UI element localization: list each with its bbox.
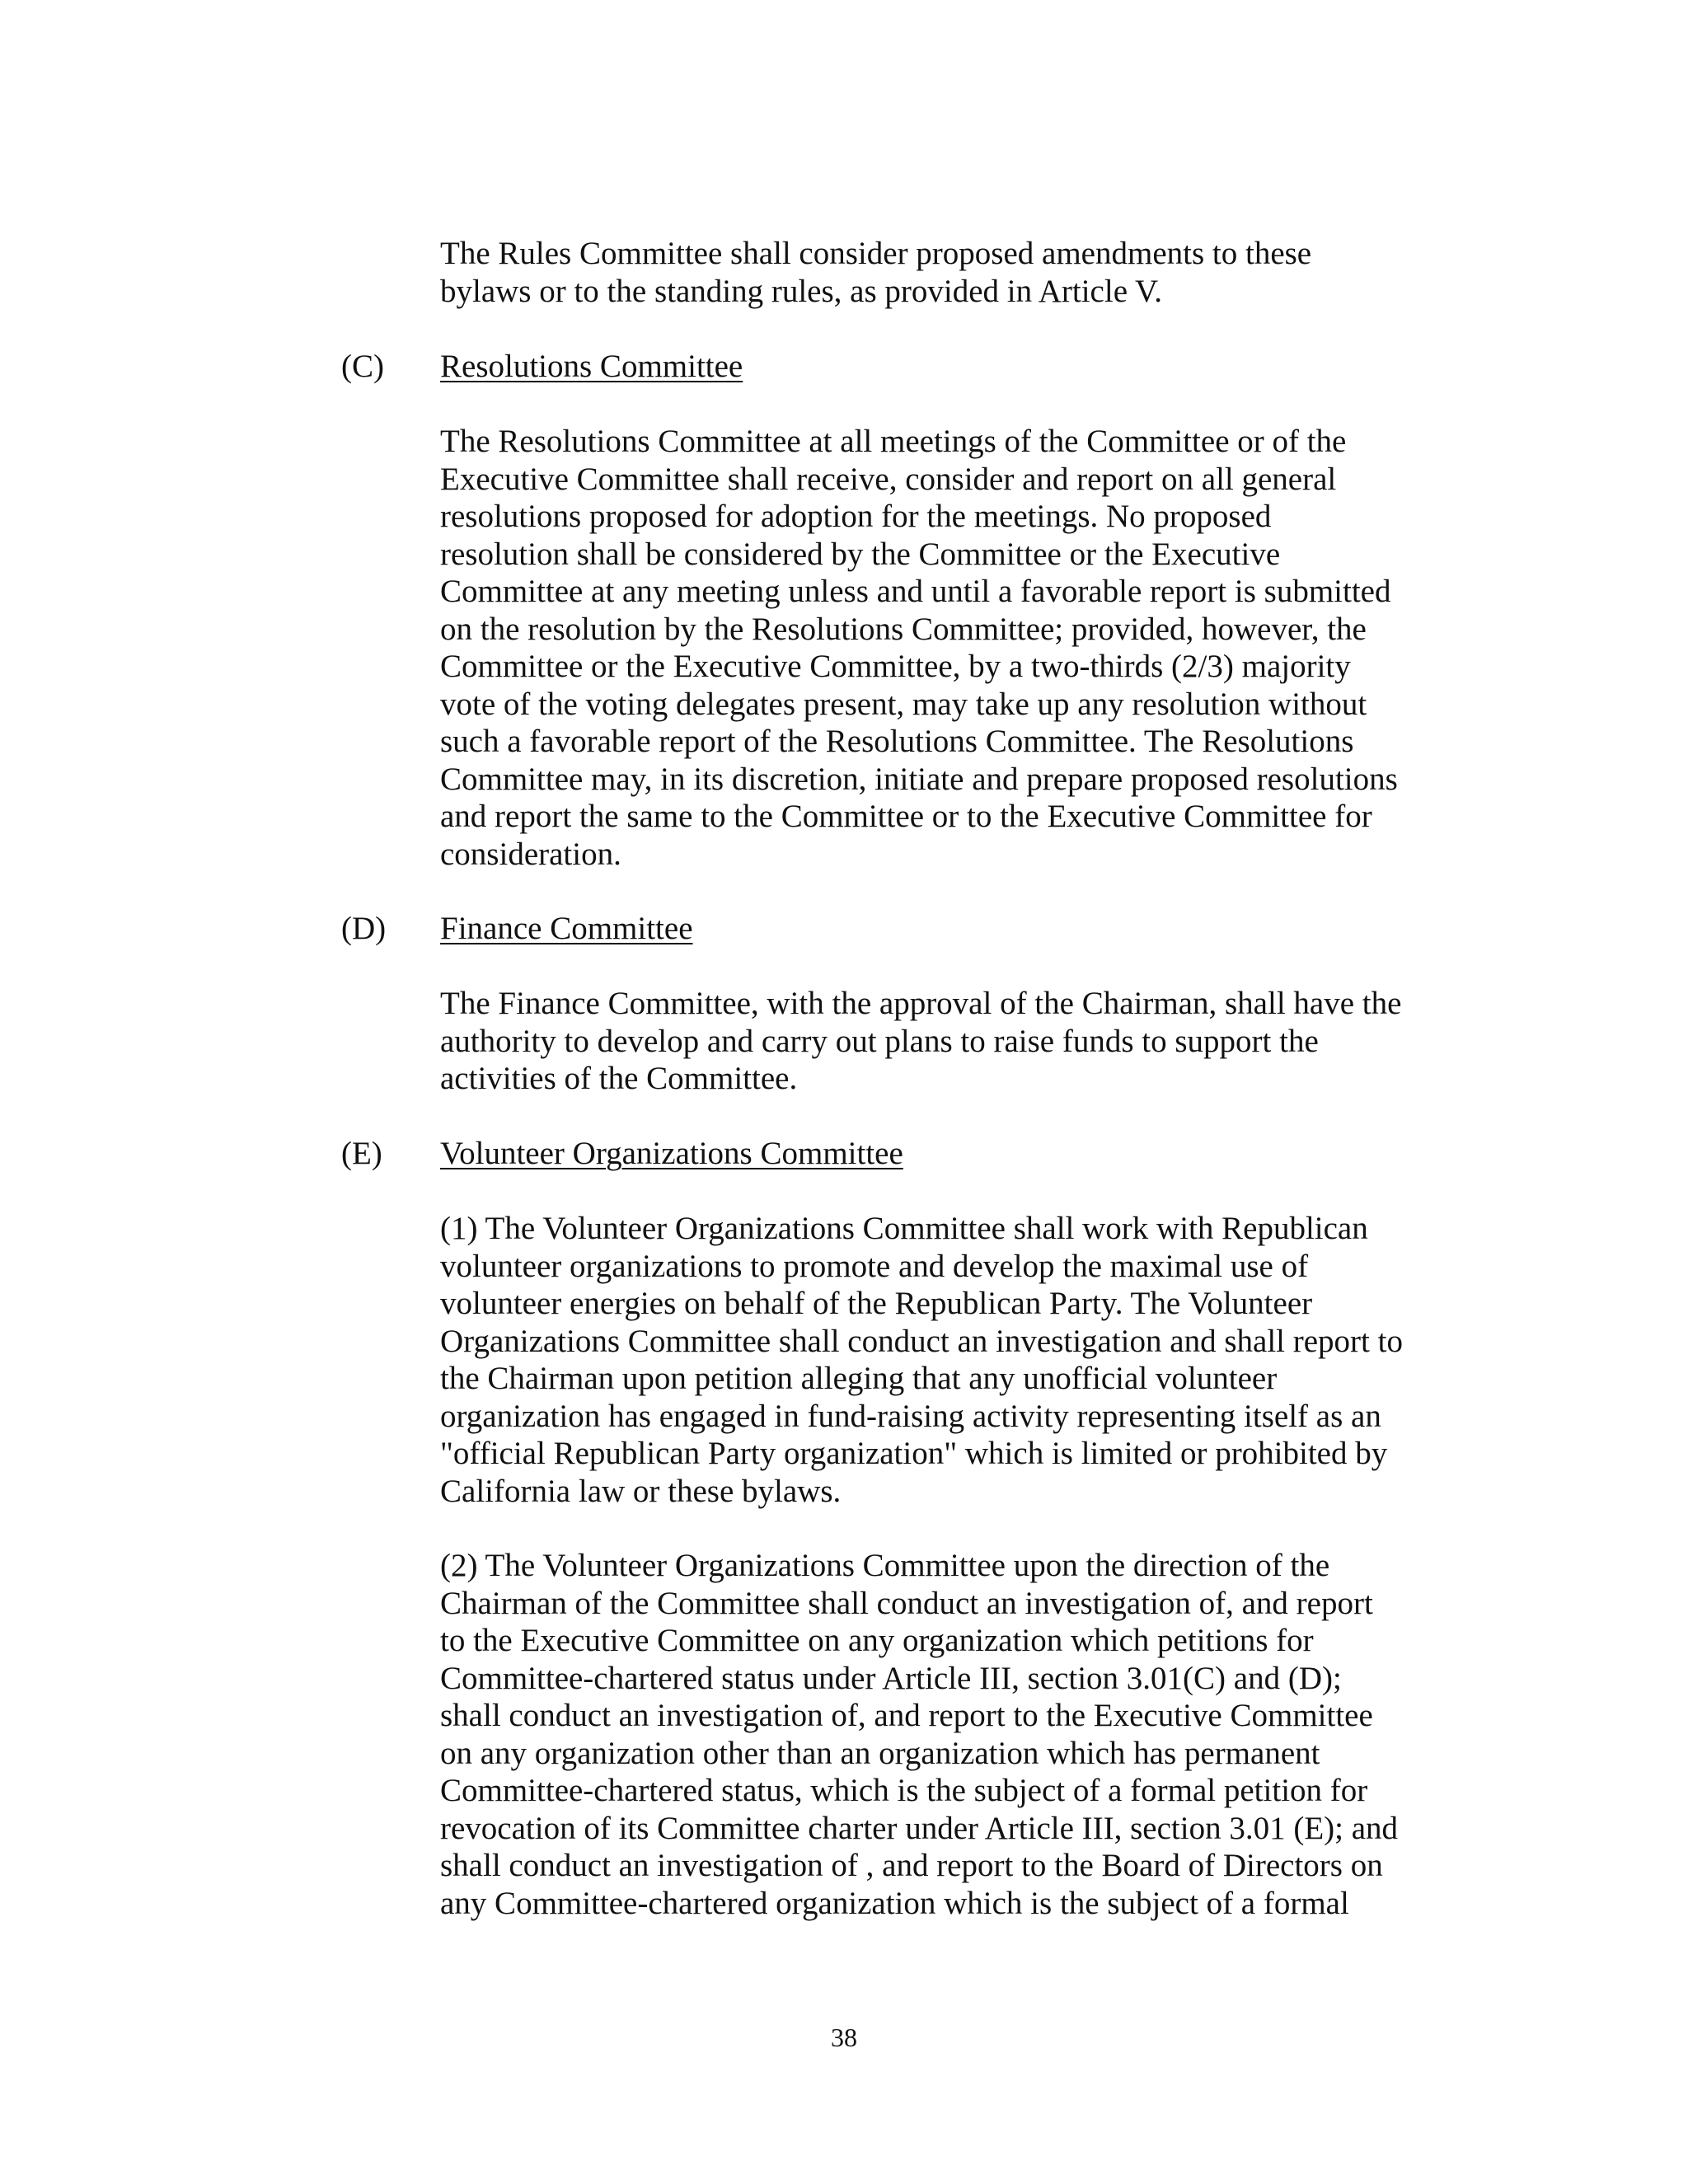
section-c-letter: (C): [341, 349, 384, 384]
section-c-body: [440, 423, 1429, 873]
section-e-heading-block: [440, 1135, 1429, 1173]
section-e-body-2: [440, 1547, 1429, 1922]
section-d-paragraph-1: The Finance Committee, with the approval of the Chairman, shall have the authority to develop and carry out plans to raise funds to support the activities of the Committee.: [440, 986, 1402, 1096]
section-c-heading-block: [440, 348, 1429, 386]
intro-paragraph: The Rules Committee shall consider proposed amendments to these bylaws or to the standing rules, as provided in Article V.: [440, 236, 1312, 309]
section-e-paragraph-2: (2) The Volunteer Organizations Committee upon the direction of the Chairman of the Committee shall conduct an investigation of, and report to the Executive Committee on any organization which petitions for Committee-chartered status under Article III, section 3.01(C) and (D); shall conduct an investigation of, and report to the Executive Committee on any organization other than an organization which has permanent Committee-chartered status, which is the subject of a formal petition for revocation of its Committee charter under Article III, section 3.01 (E); and shall conduct an investigation of , and report to the Board of Directors on any Committee-chartered organization which is the subject of a formal: [440, 1548, 1399, 1921]
section-e-body-1: [440, 1210, 1429, 1510]
intro-paragraph-block: [440, 235, 1429, 310]
section-d-letter: (D): [341, 911, 387, 946]
section-e-paragraph-1: (1) The Volunteer Organizations Committee shall work with Republican volunteer organizations to promote and develop the maximal use of volunteer energies on behalf of the Republican Party. The Volunteer Organizations Committee shall conduct an investigation and shall report to the Chairman upon petition alleging that any unofficial volunteer organization has engaged in fund-raising activity representing itself as an "official Republican Party organization" which is limited or prohibited by California law or these bylaws.: [440, 1211, 1403, 1509]
section-d-body: [440, 985, 1429, 1098]
section-d-heading-block: [440, 910, 1429, 948]
section-d-heading: Finance Committee: [440, 911, 693, 946]
page-number: 38: [831, 2022, 857, 2052]
section-e-letter: (E): [341, 1136, 382, 1171]
section-e-heading: Volunteer Organizations Committee: [440, 1136, 903, 1171]
section-c-heading: Resolutions Committee: [440, 349, 743, 384]
section-c-paragraph-1: The Resolutions Committee at all meetings of the Committee or of the Executive Committee shall receive, consider and report on all general resolutions proposed for adoption for the meetings. No proposed resolution shall be considered by the Committee or the Executive Committee at any meeting unless and until a favorable report is submitted on the resolution by the Resolutions Committee; provided, however, the Committee or the Executive Committee, by a two-thirds (2/3) majority vote of the voting delegates present, may take up any resolution without such a favorable report of the Resolutions Committee. The Resolutions Committee may, in its discretion, initiate and prepare proposed resolutions and report the same to the Committee or to the Executive Committee for consideration.: [440, 424, 1398, 872]
